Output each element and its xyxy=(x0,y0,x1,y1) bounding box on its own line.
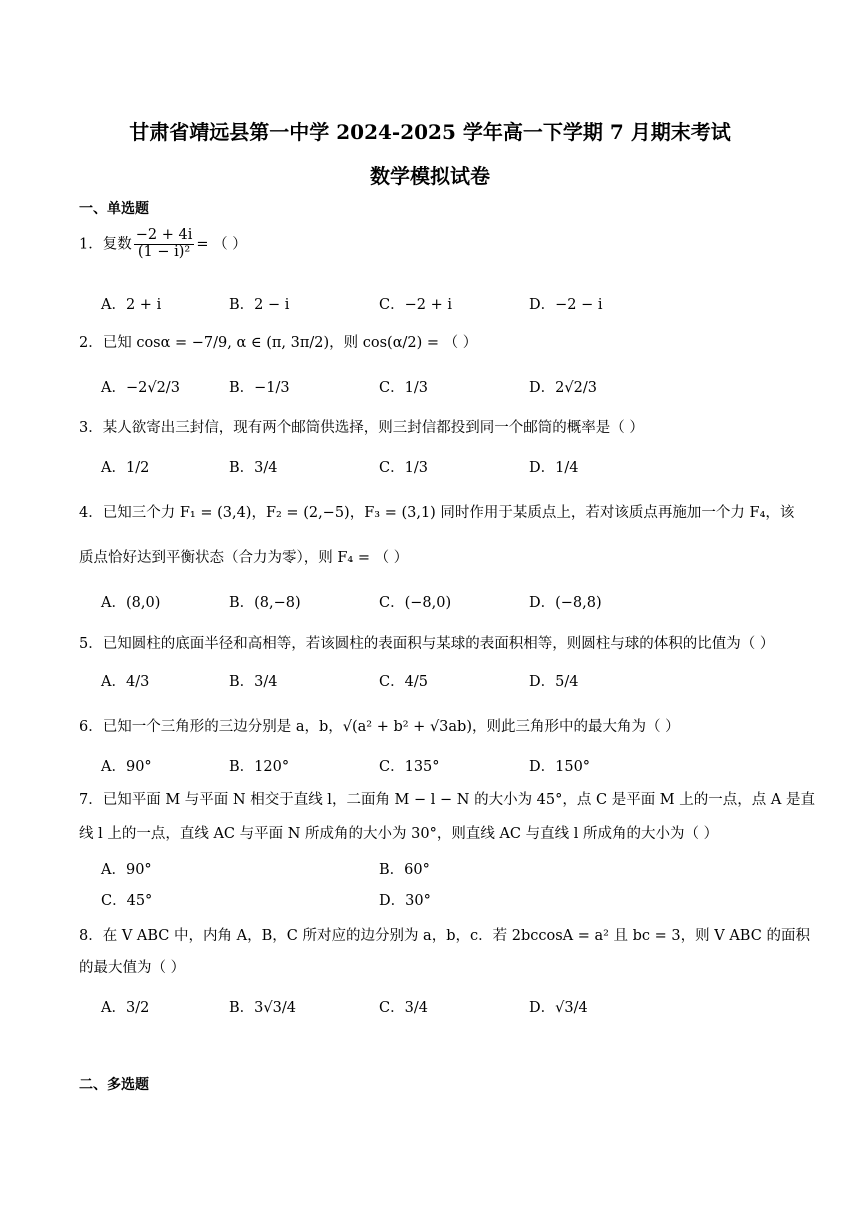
q3-option-d: D．1/4 xyxy=(529,460,579,476)
question-5: 5．已知圆柱的底面半径和高相等，若该圆柱的表面积与某球的表面积相等，则圆柱与球的体积的比值为（ ） xyxy=(79,636,775,652)
q2-option-a: A．−2√2/3 xyxy=(101,380,180,396)
q1-numerator: −2 + 4i xyxy=(135,227,193,243)
q6-option-a: A．90° xyxy=(101,759,152,775)
question-7-line-2: 线 l 上的一点，直线 AC 与平面 N 所成角的大小为 30°，则直线 AC 与直线 l 所成角的大小为（ ） xyxy=(79,826,719,842)
q8-option-c: C．3/4 xyxy=(379,1000,428,1016)
q1-suffix: = （ ） xyxy=(196,236,247,253)
q2-option-b: B．−1/3 xyxy=(229,380,290,396)
section-multi-choice: 二、多选题 xyxy=(79,1077,149,1093)
q5-option-b: B．3/4 xyxy=(229,674,278,690)
exam-subtitle: 数学模拟试卷 xyxy=(370,164,490,188)
q6-option-b: B．120° xyxy=(229,759,290,775)
q6-option-c: C．135° xyxy=(379,759,440,775)
q1-option-d: D．−2 − i xyxy=(529,297,603,313)
q1-denominator: (1 − i)² xyxy=(137,243,191,260)
q7-option-b: B．60° xyxy=(379,862,430,878)
q6-option-d: D．150° xyxy=(529,759,591,775)
q5-option-d: D．5/4 xyxy=(529,674,579,690)
q7-option-c: C．45° xyxy=(101,893,153,909)
q4-option-c: C．(−8,0) xyxy=(379,595,452,611)
q4-option-a: A．(8,0) xyxy=(101,595,161,611)
q3-option-a: A．1/2 xyxy=(101,460,150,476)
section-single-choice: 一、单选题 xyxy=(79,201,149,217)
exam-title: 甘肃省靖远县第一中学 2024-2025 学年高一下学期 7 月期末考试 xyxy=(129,120,731,144)
q2-option-c: C．1/3 xyxy=(379,380,428,396)
q7-option-a: A．90° xyxy=(101,862,152,878)
q8-option-b: B．3√3/4 xyxy=(229,1000,296,1016)
question-4-line-1: 4．已知三个力 F₁ = (3,4)，F₂ = (2,−5)，F₃ = (3,1) 同时作用于某质点上，若对该质点再施加一个力 F₄，该 xyxy=(79,505,795,521)
q1-fraction xyxy=(134,228,195,261)
question-2: 2．已知 cosα = −7/9, α ∈ (π, 3π/2)，则 cos(α/2) = （ ） xyxy=(79,335,478,351)
question-7-line-1: 7．已知平面 M 与平面 N 相交于直线 l，二面角 M − l − N 的大小为 45°，点 C 是平面 M 上的一点，点 A 是直 xyxy=(79,792,815,808)
q1-option-a: A．2 + i xyxy=(101,297,162,313)
q3-option-b: B．3/4 xyxy=(229,460,278,476)
question-6: 6．已知一个三角形的三边分别是 a，b，√(a² + b² + √3ab)，则此三角形中的最大角为（ ） xyxy=(79,719,680,735)
q3-option-c: C．1/3 xyxy=(379,460,428,476)
q7-option-d: D．30° xyxy=(379,893,431,909)
q4-option-b: B．(8,−8) xyxy=(229,595,301,611)
q8-option-a: A．3/2 xyxy=(101,1000,150,1016)
q4-option-d: D．(−8,8) xyxy=(529,595,602,611)
q1-option-c: C．−2 + i xyxy=(379,297,452,313)
question-1 xyxy=(79,228,247,261)
q2-option-d: D．2√2/3 xyxy=(529,380,597,396)
question-8-line-2: 的最大值为（ ） xyxy=(79,960,186,976)
question-8-line-1: 8．在 V ABC 中，内角 A，B，C 所对应的边分别为 a，b，c．若 2bccosA = a² 且 bc = 3，则 V ABC 的面积 xyxy=(79,928,810,944)
question-4-line-2: 质点恰好达到平衡状态（合力为零），则 F₄ = （ ） xyxy=(79,550,409,566)
question-3: 3．某人欲寄出三封信，现有两个邮筒供选择，则三封信都投到同一个邮筒的概率是（ ） xyxy=(79,420,644,436)
q5-option-a: A．4/3 xyxy=(101,674,150,690)
q1-prefix: 1．复数 xyxy=(79,236,132,253)
q1-option-b: B．2 − i xyxy=(229,297,290,313)
q5-option-c: C．4/5 xyxy=(379,674,428,690)
q8-option-d: D．√3/4 xyxy=(529,1000,588,1016)
